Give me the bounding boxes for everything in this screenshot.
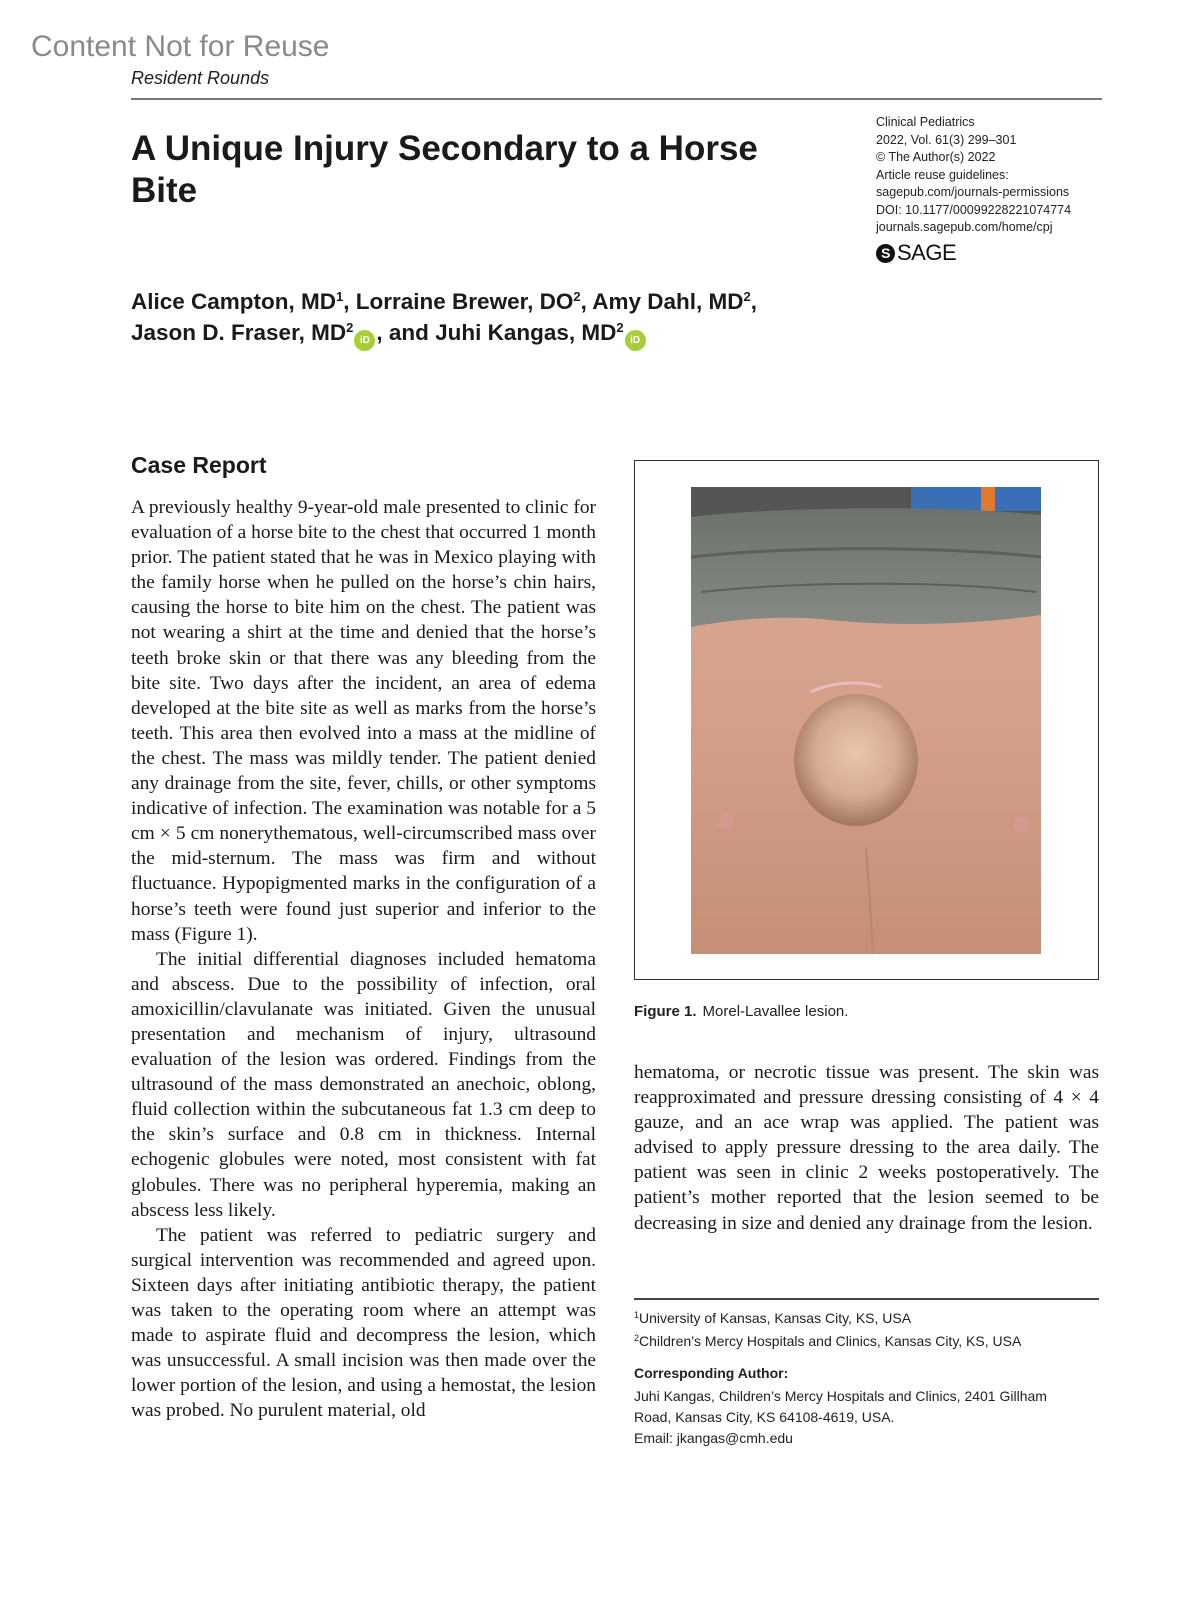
sage-logo-icon: S [876,244,895,263]
author-name: Amy Dahl, MD [592,289,744,314]
section-heading: Case Report [131,452,267,478]
affiliation [634,1307,1104,1330]
author-affiliation-marker: 2 [743,289,751,304]
author-affiliation-marker: 2 [346,320,354,335]
watermark: Content Not for Reuse [31,30,330,63]
orcid-icon[interactable]: iD [354,330,375,351]
paragraph: The patient was referred to pediatric surgery and surgical intervention was recommended and agreed upon. Sixteen days after initiating antibiotic therapy, the patient was taken to the operating room where an attempt was made to aspirate fluid and decompress the lesion, which was unsuccessful. A small incision was then made over the lower portion of the lesion, and using a hemostat, the lesion was probed. No purulent material, old [131,1224,596,1422]
author-name: Alice Campton, MD [131,289,337,314]
paragraph: hematoma, or necrotic tissue was present. The skin was reapproximated and pressure dressing consisting of 4 × 4 gauze, and an ace wrap was applied. The patient was advised to apply pressure dressing to the area daily. The patient was seen in clinic 2 weeks postoperatively. The patient’s mother reported that the lesion seemed to be decreasing in size and denied any drainage from the lesion. [634,1062,1099,1234]
affiliation-text: University of Kansas, Kansas City, KS, USA [639,1310,912,1326]
corresponding-heading: Corresponding Author: [634,1365,789,1381]
header-rule [131,98,1102,100]
author-affiliation-marker: 2 [616,320,624,335]
copyright: © The Author(s) 2022 [876,150,996,164]
figure-caption [634,1003,1099,1020]
left-column-text [131,495,596,1423]
publisher-logo-text: SAGE [897,240,957,265]
clinical-photo [691,487,1041,954]
footnote-rule [634,1298,1099,1300]
corresponding-email[interactable]: Email: jkangas@cmh.edu [634,1430,793,1446]
author-separator: , [580,289,593,314]
author-separator: , and [376,320,436,345]
figure-caption-text: Morel-Lavallee lesion. [702,1003,849,1020]
journal-name: Clinical Pediatrics [876,115,975,129]
author-name: Jason D. Fraser, MD [131,320,347,345]
journal-volume: 2022, Vol. 61(3) 299–301 [876,132,1017,147]
author-affiliation-marker: 1 [336,289,344,304]
figure-1 [634,460,1099,980]
author-name: Lorraine Brewer, DO [355,289,574,314]
author-separator: , [750,289,758,314]
corresponding-address: Road, Kansas City, KS 64108-4619, USA. [634,1409,895,1425]
journal-metadata [876,114,1106,237]
author-name: Juhi Kangas, MD [435,320,617,345]
section-label: Resident Rounds [131,68,270,88]
journal-home-link[interactable]: journals.sagepub.com/home/cpj [876,220,1053,234]
affiliation-marker: 2 [634,1333,640,1343]
article-title: A Unique Injury Secondary to a Horse Bite [131,129,758,210]
figure-label: Figure 1. [634,1003,697,1020]
publisher-logo [876,240,956,266]
affiliation-text: Children’s Mercy Hospitals and Clinics, Kansas City, KS, USA [639,1333,1022,1349]
reuse-label: Article reuse guidelines: [876,167,1009,182]
corresponding-author [634,1363,1104,1449]
orcid-icon[interactable]: iD [625,330,646,351]
author-list [131,286,931,351]
affiliation [634,1330,1104,1353]
affiliation-marker: 1 [634,1310,640,1320]
corresponding-address: Juhi Kangas, Children’s Mercy Hospitals and Clinics, 2401 Gillham [634,1388,1047,1404]
author-affiliation-marker: 2 [573,289,581,304]
right-column-text [634,1060,1099,1236]
affiliations [634,1307,1104,1353]
doi-link[interactable]: DOI: 10.1177/00099228221074774 [876,202,1072,217]
reuse-link[interactable]: sagepub.com/journals-permissions [876,185,1070,199]
paragraph: The initial differential diagnoses included hematoma and abscess. Due to the possibility of infection, oral amoxicillin/clavulanate was initiated. Given the unusual presentation and mechanism of injury, ultrasound evaluation of the lesion was ordered. Findings from the ultrasound of the mass demonstrated an anechoic, oblong, fluid collection within the subcutaneous fat 1.3 cm deep to the skin’s surface and 0.8 cm in thickness. Internal echogenic globules were noted, most consistent with fat globules. There was no peripheral hyperemia, making an abscess less likely. [131,948,596,1221]
author-separator: , [343,289,356,314]
paragraph: A previously healthy 9-year-old male presented to clinic for evaluation of a horse bite to the chest that occurred 1 month prior. The patient stated that he was in Mexico playing with the family horse when he pulled on the horse’s chin hairs, causing the horse to bite him on the chest. The patient was not wearing a shirt at the time and denied that the horse’s teeth broke skin or that there was any bleeding from the bite site. Two days after the incident, an area of edema developed at the bite site as well as marks from the horse’s teeth. This area then evolved into a mass at the midline of the chest. The mass was mildly tender. The patient denied any drainage from the site, fever, chills, or other symptoms indicative of infection. The examination was notable for a 5 cm × 5 cm nonerythematous, well-circumscribed mass over the mid-sternum. The mass was firm and without fluctuance. Hypopigmented marks in the configuration of a horse’s teeth were found just superior and inferior to the mass (Figure 1). [131,497,596,945]
